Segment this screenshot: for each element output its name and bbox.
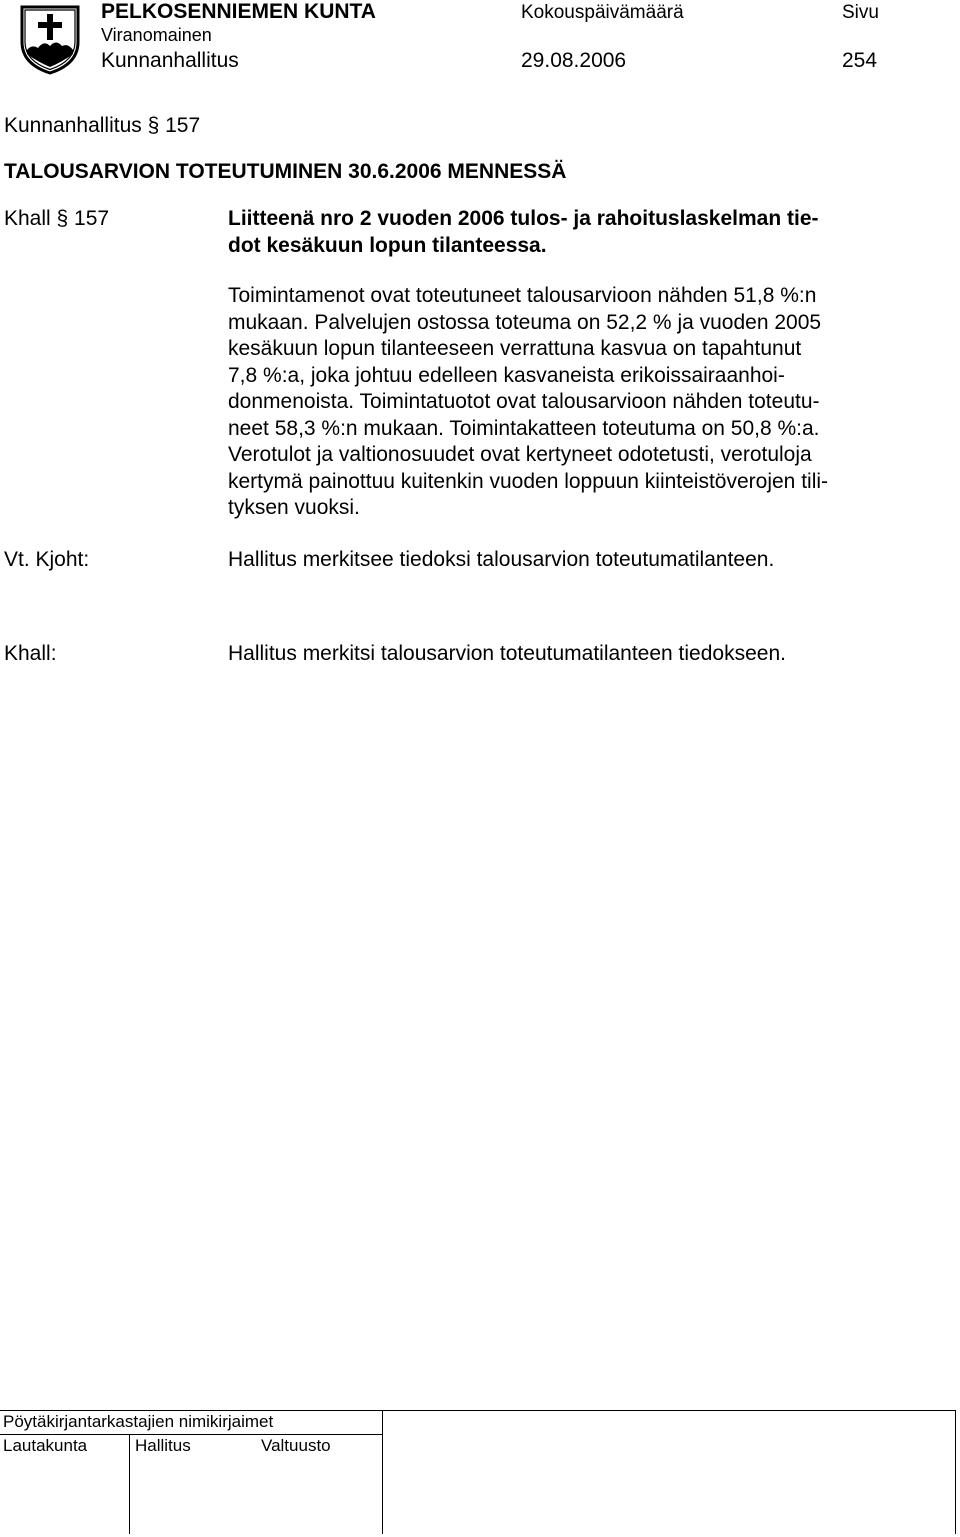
khall-reference: Khall § 157 [4,207,110,230]
proposal-label: Vt. Kjoht: [4,548,90,571]
body-line: tyksen vuoksi. [228,496,360,519]
table-border [0,1434,382,1435]
proposal-text: Hallitus merkitsee tiedoksi talousarvion toteutumatilanteen. [228,548,775,571]
body-line: mukaan. Palvelujen ostossa toteuma on 52,2 % ja vuoden 2005 [228,310,822,334]
authority-label: Viranomainen [101,25,212,45]
signature-column-valtuusto: Valtuusto [261,1436,331,1455]
organization-name: PELKOSENNIEMEN KUNTA [101,0,376,23]
body-line: neet 58,3 %:n mukaan. Toimintakatteen toteutuma on 50,8 %:a. [228,416,820,440]
body-line: 7,8 %:a, joka johtuu edelleen kasvaneista erikoissairaanhoi- [228,363,785,387]
section-reference: Kunnanhallitus § 157 [4,114,201,137]
table-border [955,1410,956,1534]
body-line: kertymä painottuu kuitenkin vuoden loppuun kiinteistöverojen tili- [228,469,829,493]
table-border [382,1410,383,1534]
signature-column-lautakunta: Lautakunta [3,1436,88,1455]
table-border [0,1410,956,1411]
meeting-date: 29.08.2006 [521,49,627,72]
body-paragraph [228,283,928,522]
body-line: kesäkuun lopun tilanteeseen verrattuna kasvua on tapahtunut [228,337,802,360]
decision-label: Khall: [4,642,57,665]
signature-column-hallitus: Hallitus [135,1436,191,1455]
body-line: Verotulot ja valtionosuudet ovat kertyneet odotetusti, verotuloja [228,443,812,466]
page-label: Sivu [842,2,879,23]
section-title: TALOUSARVION TOTEUTUMINEN 30.6.2006 MENNESSÄ [4,160,567,183]
governing-body: Kunnanhallitus [101,49,239,72]
attachment-line: Liitteenä nro 2 vuoden 2006 tulos- ja rahoituslaskelman tie- [228,207,819,230]
attachment-note [228,206,928,259]
attachment-line: dot kesäkuun lopun tilanteessa. [228,233,547,257]
decision-text: Hallitus merkitsi talousarvion toteutumatilanteen tiedokseen. [228,642,786,665]
meeting-date-label: Kokouspäivämäärä [521,2,684,23]
municipal-crest-icon [18,4,82,76]
signature-table [0,1410,956,1534]
table-border [129,1434,130,1534]
body-line: Toimintamenot ovat toteutuneet talousarvioon nähden 51,8 %:n [228,284,817,307]
body-line: donmenoista. Toimintatuotot ovat talousarvioon nähden toteutu- [228,390,820,413]
signature-table-title: Pöytäkirjantarkastajien nimikirjaimet [3,1412,274,1431]
page-number: 254 [842,49,878,72]
